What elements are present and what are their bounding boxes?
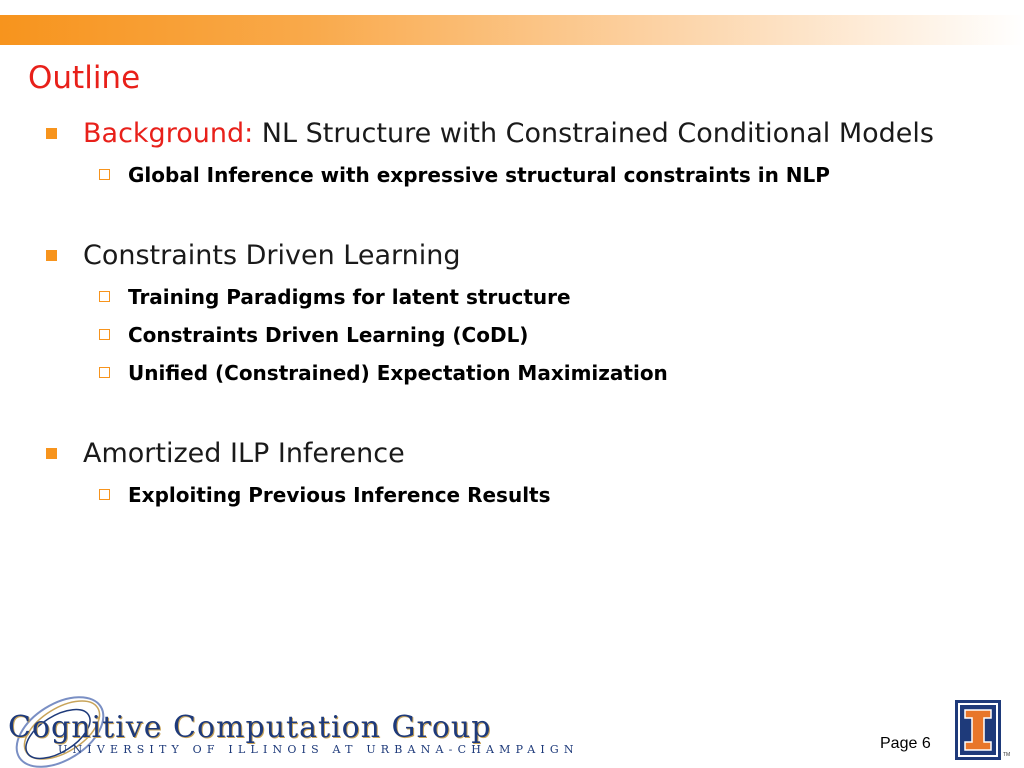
outline-item-label: Constraints Driven Learning <box>83 240 461 271</box>
outline-subitem <box>0 278 1024 316</box>
outline-subitem <box>0 156 1024 194</box>
header-band <box>0 15 1024 45</box>
outline-subitem <box>0 476 1024 514</box>
filled-square-icon <box>46 448 57 459</box>
outline-item-label: Amortized ILP Inference <box>83 438 405 469</box>
outline-subitem-label: Exploiting Previous Inference Results <box>128 483 551 507</box>
page-number: Page 6 <box>880 735 931 752</box>
filled-square-icon <box>46 128 57 139</box>
outline-subitem-label: Training Paradigms for latent structure <box>128 285 571 309</box>
logo-subtitle: UNIVERSITY OF ILLINOIS AT URBANA-CHAMPAIGN <box>58 743 579 756</box>
hollow-square-icon <box>99 367 110 378</box>
hollow-square-icon <box>99 291 110 302</box>
hollow-square-icon <box>99 489 110 500</box>
cognitive-computation-group-logo <box>0 680 579 768</box>
outline-subitem <box>0 354 1024 392</box>
logo-title: Cognitive Computation Group <box>8 710 492 745</box>
filled-square-icon <box>46 250 57 261</box>
slide-title: Outline <box>28 60 141 96</box>
outline-item-prefix: Background: <box>83 118 254 149</box>
outline-item <box>0 432 1024 476</box>
outline-subitem-label: Constraints Driven Learning (CoDL) <box>128 323 529 347</box>
illinois-block-i-icon <box>955 700 1001 760</box>
outline-subitem <box>0 316 1024 354</box>
trademark-mark: TM <box>1003 752 1011 758</box>
outline-subitem-label: Unified (Constrained) Expectation Maximization <box>128 361 668 385</box>
outline-item-label: NL Structure with Constrained Conditional Models <box>253 118 934 149</box>
outline-subitem-label: Global Inference with expressive structural constraints in NLP <box>128 163 830 187</box>
hollow-square-icon <box>99 329 110 340</box>
hollow-square-icon <box>99 169 110 180</box>
outline-item <box>0 112 1024 156</box>
outline-item <box>0 234 1024 278</box>
outline-list <box>0 112 1024 514</box>
outline-item-text <box>83 112 934 156</box>
